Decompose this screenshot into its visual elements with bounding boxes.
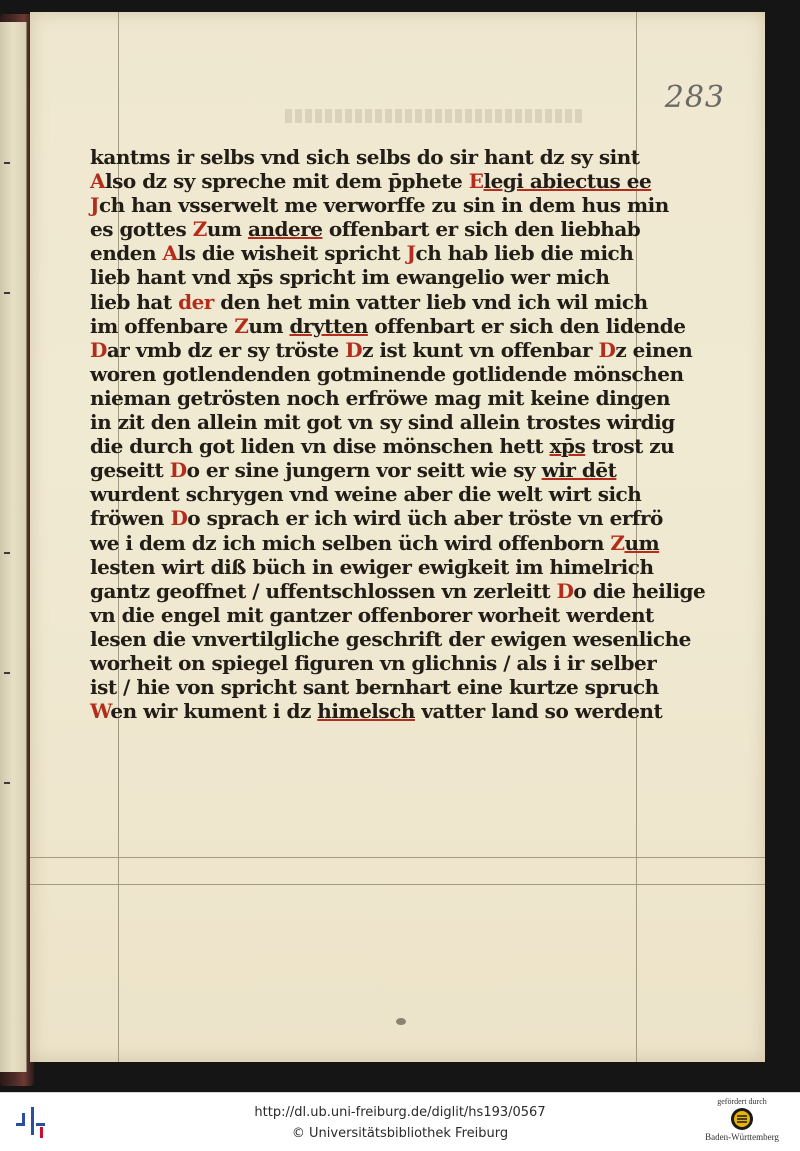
manuscript-line <box>90 626 691 651</box>
line-text: um <box>248 313 290 338</box>
manuscript-line <box>90 506 663 531</box>
manuscript-line <box>90 699 663 724</box>
funder-name: Baden-Württemberg <box>705 1132 779 1142</box>
rubricated-initial: D <box>170 506 188 531</box>
line-text: vatter land so werdent <box>414 699 663 724</box>
line-text: kantms ir selbs vnd sich selbs do sir hant dz sy sint <box>90 145 640 169</box>
manuscript-line <box>90 217 641 242</box>
line-text: um <box>624 530 660 555</box>
line-text: z ist kunt vn offenbar <box>362 337 599 362</box>
manuscript-line <box>90 554 654 579</box>
manuscript-line <box>90 145 640 169</box>
manuscript-line <box>90 578 706 603</box>
rubricated-initial: D <box>598 337 616 362</box>
line-text: woren gotlendenden gotminende gotlidende mönschen <box>90 361 684 386</box>
manuscript-line <box>90 434 675 459</box>
viewer-footer <box>0 1092 800 1151</box>
line-text: z einen <box>615 337 693 362</box>
rubricated-initial: W <box>90 699 111 724</box>
line-text: enden <box>90 241 163 266</box>
manuscript-line <box>90 602 654 627</box>
funder-caption: gefördert durch <box>717 1097 767 1106</box>
left-page-edge <box>0 22 27 1072</box>
line-text: vn die engel mit gantzer offenborer worheit werdent <box>90 602 654 627</box>
manuscript-line <box>90 650 657 675</box>
line-text: lieb hat <box>90 289 179 314</box>
rubricated-initial: J <box>406 241 416 266</box>
rubricated-initial: Z <box>192 217 207 242</box>
manuscript-text-block <box>90 145 706 724</box>
line-text: xp̄s <box>549 434 586 459</box>
manuscript-line <box>90 289 648 314</box>
margin-rule-bottom <box>30 857 765 858</box>
line-text: o er sine jungern vor seitt wie sy <box>186 458 542 483</box>
manuscript-line <box>90 530 660 555</box>
line-text: es gottes <box>90 217 193 242</box>
rubricated-initial: D <box>345 337 363 362</box>
line-text: lieb hant vnd xp̄s spricht im ewangelio wer mich <box>90 265 610 290</box>
permalink-url[interactable]: http://dl.ub.uni-freiburg.de/diglit/hs193/0567 <box>254 1105 546 1120</box>
manuscript-line <box>90 265 630 289</box>
rubricated-initial: der <box>178 289 214 314</box>
line-text: worheit on spiegel figuren vn glichnis / als i ir selber <box>90 650 657 675</box>
show-through-text <box>285 109 585 123</box>
manuscript-line <box>90 169 652 194</box>
line-text: ch hab lieb die mich <box>415 241 634 266</box>
line-text: im offenbare <box>90 313 235 338</box>
line-text: andere <box>247 217 323 242</box>
line-text: offenbart er sich den lidende <box>367 313 686 338</box>
line-text: ls die wisheit spricht <box>177 241 407 266</box>
manuscript-line <box>90 410 675 435</box>
line-text: we i dem dz ich mich selben üch wird offenborn <box>90 530 611 555</box>
line-text: die durch got liden vn dise mönschen hett <box>90 434 550 459</box>
line-text: den het min vatter lieb vnd ich wil mich <box>213 289 648 314</box>
funder-badge <box>694 1097 790 1142</box>
manuscript-line <box>90 241 634 266</box>
rubricated-initial: D <box>556 578 574 603</box>
rubricated-initial: A <box>162 241 178 266</box>
ink-spot <box>396 1018 406 1025</box>
line-text: offenbart er sich den liebhab <box>322 217 641 242</box>
line-text: wurdent schrygen vnd weine aber die welt wirt sich <box>90 482 642 507</box>
rubricated-initial: A <box>90 169 106 194</box>
line-text: o sprach er ich wird üch aber tröste vn erfrö <box>187 506 663 531</box>
manuscript-line <box>90 337 693 362</box>
line-text: en wir kument i dz <box>110 699 318 724</box>
line-text: ar vmb dz er sy tröste <box>106 337 346 362</box>
rubricated-initial: E <box>468 169 484 194</box>
line-text: himelsch <box>317 699 415 724</box>
line-text: lso dz sy spreche mit dem p̄phete <box>105 169 469 194</box>
manuscript-line <box>90 385 671 410</box>
manuscript-line <box>90 193 669 218</box>
line-text: lesten wirt diß büch in ewiger ewigkeit im himelrich <box>90 554 654 579</box>
rubricated-initial: D <box>90 337 107 362</box>
folio-number: 283 <box>664 80 725 115</box>
line-text: geseitt <box>90 458 170 483</box>
manuscript-line <box>90 458 630 482</box>
margin-rule-bottom-2 <box>30 884 765 885</box>
rubricated-initial: D <box>169 458 187 483</box>
line-text: wir dēt <box>541 458 617 483</box>
manuscript-line <box>90 482 642 507</box>
line-text: o die heilige <box>573 578 706 603</box>
manuscript-line <box>90 313 686 338</box>
line-text: gantz geoffnet / uffentschlossen vn zerleitt <box>90 578 557 603</box>
line-text: drytten <box>289 313 368 338</box>
manuscript-line <box>90 361 684 386</box>
rubricated-initial: Z <box>610 530 625 555</box>
copyright-notice: © Universitätsbibliothek Freiburg <box>291 1126 509 1141</box>
line-text: ch han vsserwelt me verworffe zu sin in dem hus min <box>98 193 669 218</box>
line-text: in zit den allein mit got vn sy sind allein trostes wirdig <box>90 410 675 435</box>
line-text: fröwen <box>90 506 171 531</box>
bw-coat-of-arms-icon <box>730 1107 754 1131</box>
line-text: um <box>206 217 248 242</box>
line-text: legi abiectus ee <box>483 169 652 194</box>
line-text: trost zu <box>585 434 675 459</box>
rubricated-initial: Z <box>234 313 249 338</box>
manuscript-line <box>90 675 659 700</box>
rubricated-initial: J <box>90 193 99 218</box>
line-text: nieman getrösten noch erfröwe mag mit keine dingen <box>90 385 671 410</box>
line-text: lesen die vnvertilgliche geschrift der ewigen wesenliche <box>90 626 691 651</box>
line-text: ist / hie von spricht sant bernhart eine kurtze spruch <box>90 675 659 700</box>
